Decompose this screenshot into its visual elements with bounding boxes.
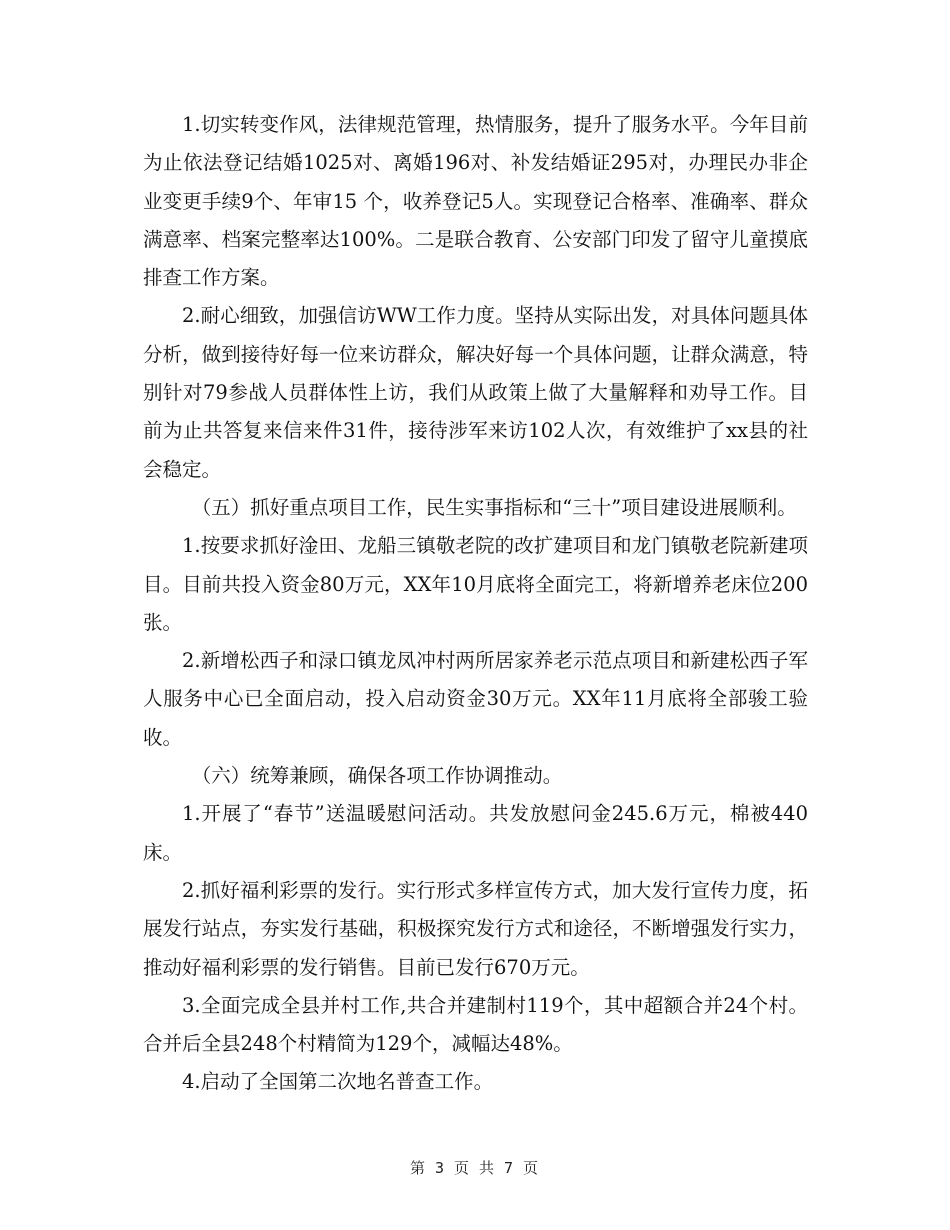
footer-label-total: 共 [479,1159,497,1177]
section-heading-five: （五）抓好重点项目工作，民生实事指标和“三十”项目建设进展顺利。 [191,495,797,519]
paragraph-village-merger: 3.全面完成全县并村工作,共合并建制村119个，其中超额合并24个村。合并后全县248个村精简为129个，减幅达48%。 [143,993,808,1056]
paragraph-nursing-home-projects: 1.按要求抓好淦田、龙船三镇敬老院的改扩建项目和龙门镇敬老院新建项目。目前共投入资金80万元，XX年10月底将全面完工，将新增养老床位200张。 [143,534,808,634]
paragraph-marriage-registration: 1.切实转变作风，法律规范管理，热情服务，提升了服务水平。今年目前为止依法登记结婚1025对、离婚196对、补发结婚证295对，办理民办非企业变更手续9个、年审15 个，收养登记5人。实现登记合格率、准确率、群众满意率、档案完整率达100%。二是联合教育、公安部门印发了留守儿童摸底排查工作方案。 [143,113,808,290]
footer-label-total-unit: 页 [523,1159,541,1177]
section-heading-six: （六）统筹兼顾，确保各项工作协调推动。 [191,764,563,788]
paragraph-welfare-lottery: 2.抓好福利彩票的发行。实行形式多样宣传方式，加大发行宣传力度，拓展发行站点，夯实发行基础，积极探究发行方式和途径，不断增强发行实力，推动好福利彩票的发行销售。目前已发行670万元。 [143,878,808,979]
paragraph-home-care-demo: 2.新增松西子和渌口镇龙凤冲村两所居家养老示范点项目和新建松西子军人服务中心已全面启动，投入启动资金30万元。XX年11月底将全部骏工验收。 [143,649,808,749]
footer-label-page: 第 [409,1159,427,1177]
page-footer [0,1157,950,1178]
footer-current-page: 3 [434,1159,446,1177]
paragraph-petition-work: 2.耐心细致，加强信访WW工作力度。坚持从实际出发，对具体问题具体分析，做到接待好每一位来访群众，解决好每一个具体问题，让群众满意，特别针对79参战人员群体性上访，我们从政策上做了大量解释和劝导工作。目前为止共答复来信来件31件，接待涉军来访102人次，有效维护了xx县的社会稳定。 [143,304,808,481]
paragraph-spring-festival: 1.开展了“春节”送温暖慰问活动。共发放慰问金245.6万元，棉被440床。 [143,802,808,864]
document-body [143,106,808,1102]
footer-label-page-unit: 页 [453,1159,471,1177]
paragraph-place-name-census: 4.启动了全国第二次地名普查工作。 [182,1070,494,1094]
footer-total-pages: 7 [504,1159,516,1177]
